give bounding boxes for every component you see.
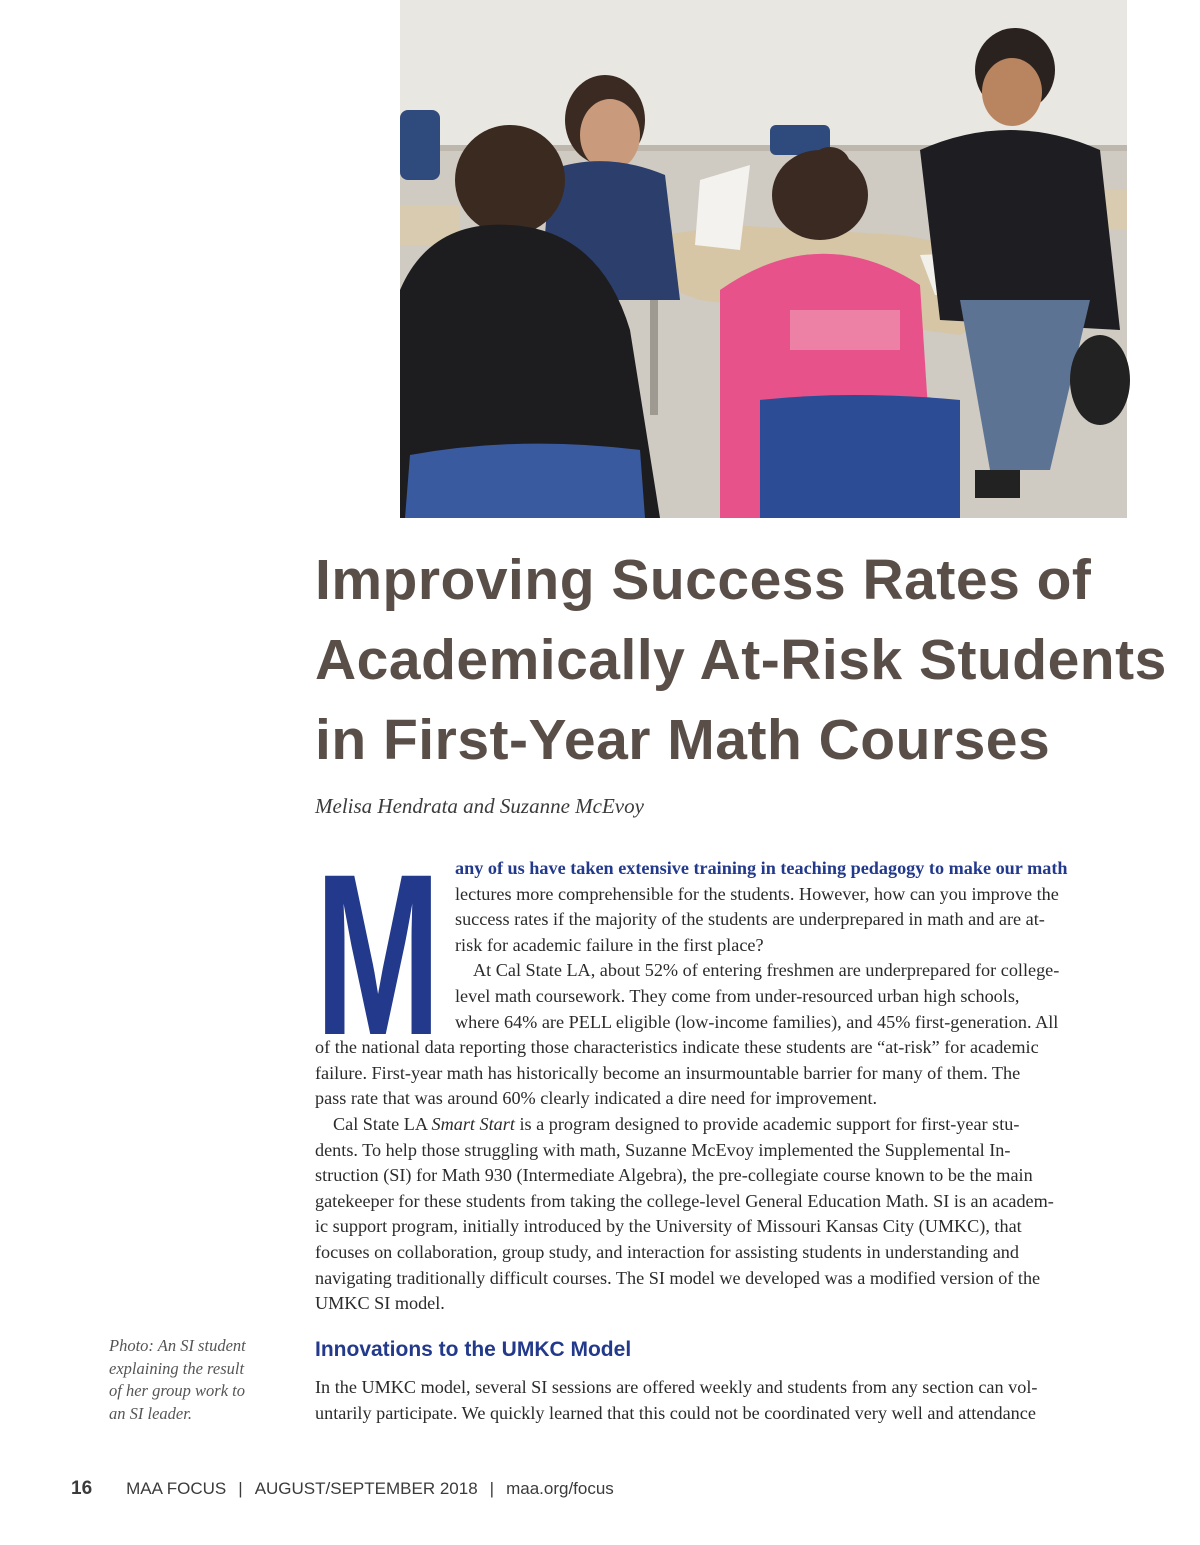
footer-separator: | <box>238 1479 243 1498</box>
body-line: level math coursework. They come from under-resourced urban high schools, <box>455 985 1020 1006</box>
page-footer <box>71 1478 614 1500</box>
body-line: struction (SI) for Math 930 (Intermediate Algebra), the pre-collegiate course known to be the main <box>315 1165 1033 1186</box>
body-line: risk for academic failure in the first place? <box>455 934 764 955</box>
photo-caption <box>109 1335 269 1425</box>
title-line-1: Improving Success Rates of <box>315 548 1092 612</box>
caption-line: Photo: An SI student <box>109 1336 246 1355</box>
caption-line: explaining the result <box>109 1358 245 1378</box>
body-line: navigating traditionally difficult courses. The SI model we developed was a modified version of the <box>315 1267 1041 1288</box>
body-line: lectures more comprehensible for the students. However, how can you improve the <box>455 883 1059 904</box>
footer-separator: | <box>489 1479 495 1498</box>
article-title <box>315 540 1175 780</box>
section-body <box>315 1374 1123 1426</box>
lead-line: any of us have taken extensive training in teaching pedagogy to make our math <box>455 858 1068 878</box>
caption-line: an SI leader. <box>109 1403 192 1423</box>
magazine-name: MAA FOCUS <box>126 1479 227 1498</box>
body-line: ic support program, initially introduced by the University of Missouri Kansas City (UMKC), that <box>315 1216 1022 1237</box>
body-line: where 64% are PELL eligible (low-income families), and 45% first-generation. All <box>455 1011 1059 1032</box>
body-line: In the UMKC model, several SI sessions are offered weekly and students from any section can vol- <box>315 1377 1038 1397</box>
text-segment: Cal State LA <box>333 1113 432 1134</box>
program-name: Smart Start <box>431 1113 515 1134</box>
section-heading: Innovations to the UMKC Model <box>315 1338 632 1361</box>
body-line: failure. First-year math has historically become an insurmountable barrier for many of them. The <box>315 1062 1021 1083</box>
title-line-3: in First-Year Math Courses <box>315 708 1051 772</box>
caption-line: of her group work to <box>109 1381 245 1400</box>
body-line: focuses on collaboration, group study, and interaction for assisting students in understanding and <box>315 1241 1019 1262</box>
article-authors: Melisa Hendrata and Suzanne McEvoy <box>315 794 644 818</box>
body-line: untarily participate. We quickly learned that this could not be coordinated very well and attendance <box>315 1403 1036 1423</box>
body-line: success rates if the majority of the students are underprepared in math and are at- <box>455 909 1045 930</box>
footer-url: maa.org/focus <box>506 1479 614 1498</box>
classroom-photo <box>400 0 1127 518</box>
issue-date: AUGUST/SEPTEMBER 2018 <box>254 1479 478 1498</box>
text-segment: is a program designed to provide academic support for first-year stu- <box>514 1113 1020 1134</box>
body-line: of the national data reporting those characteristics indicate these students are “at-risk” for academic <box>315 1037 1039 1058</box>
body-line: gatekeeper for these students from taking the college-level General Education Math. SI is an academ- <box>315 1190 1054 1211</box>
svg-text:M: M <box>315 826 441 1083</box>
body-line: pass rate that was around 60% clearly indicated a dire need for improvement. <box>315 1088 878 1109</box>
body-line: dents. To help those struggling with math, Suzanne McEvoy implemented the Supplemental In- <box>315 1139 1011 1160</box>
title-line-2: Academically At-Risk Students <box>315 628 1167 692</box>
body-line: At Cal State LA, about 52% of entering freshmen are underprepared for college- <box>473 960 1060 981</box>
body-line-with-italic <box>315 1112 1123 1138</box>
article-body <box>315 856 1123 1317</box>
page-number: 16 <box>71 1478 93 1499</box>
body-line: UMKC SI model. <box>315 1293 445 1314</box>
